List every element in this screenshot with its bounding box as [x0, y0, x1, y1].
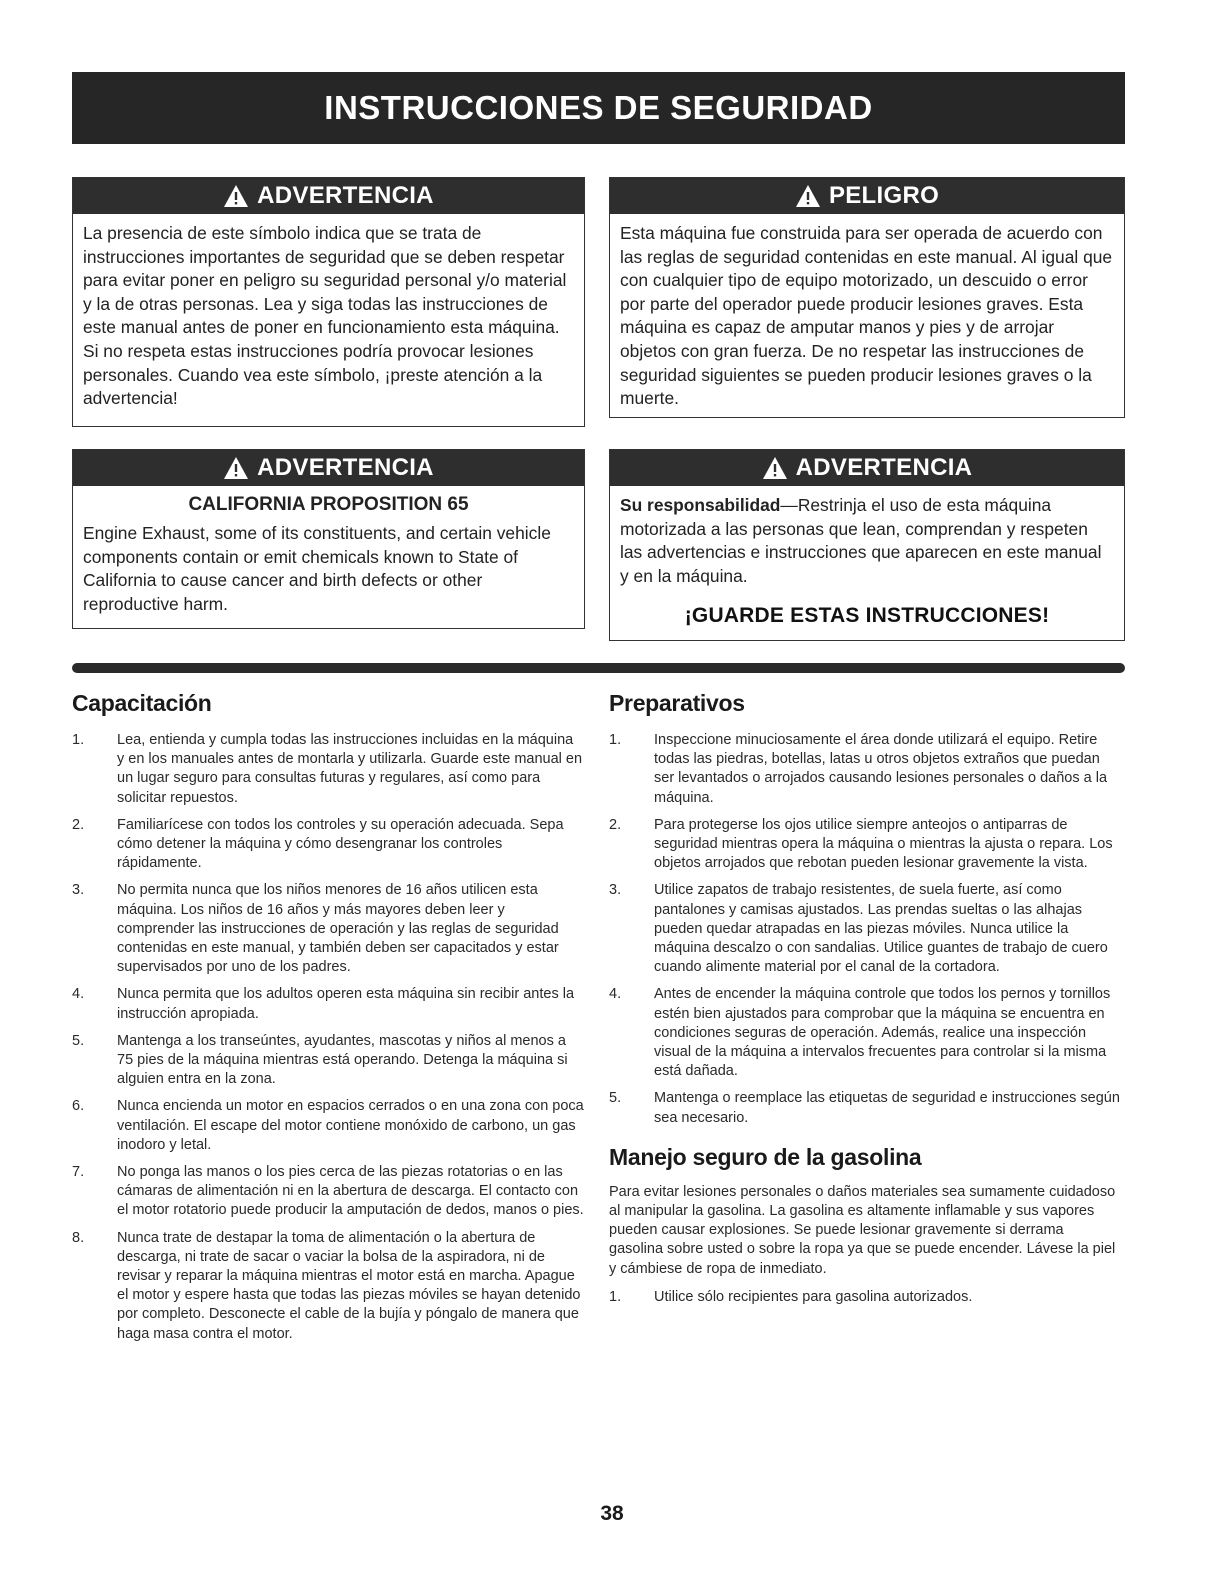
list-item — [72, 1032, 584, 1090]
warning-triangle-icon — [223, 456, 249, 480]
danger-box-header — [610, 178, 1124, 214]
responsibility-body: —Restrinja el uso de esta máquina motorizada a las personas que lean, comprendan y respeten las advertencias e instrucciones que aparecen en este manual y en la máquina. — [620, 495, 1102, 586]
responsibility-box-title: ADVERTENCIA — [795, 454, 973, 481]
warning-box-symbol — [72, 177, 585, 427]
item-text: Familiarícese con todos los controles y su operación adecuada. Sepa cómo detener la máquina y cómo desengranar los controles rápidamente. — [117, 816, 564, 872]
item-text: Nunca trate de destapar la toma de alimentación o la abertura de descarga, ni trate de sacar o vaciar la bolsa de la aspiradora, ni de revisar y reparar la máquina mientras el motor está en marcha. Apague el motor y espere hasta que todas las piezas móviles se hayan detenido por completo. Desconecte el cable de la bujía y póngalo de manera que haga masa contra el motor. — [117, 1229, 581, 1342]
item-text: Para protegerse los ojos utilice siempre anteojos o antiparras de seguridad mientras opera la máquina o mientras la ajusta o repara. Los objetos arrojados que rebotan pueden lesionar gravemente la vista. — [654, 816, 1113, 872]
warning-triangle-icon — [762, 456, 788, 480]
item-number: 3. — [609, 882, 622, 899]
list-item — [609, 1089, 1121, 1127]
list-item — [609, 985, 1121, 1081]
item-number: 2. — [609, 816, 622, 833]
item-text: Inspeccione minuciosamente el área donde utilizará el equipo. Retire todas las piedras, botellas, latas u otros objetos extraños que puedan ser levantados o arrojados causando lesiones personales o daños a la máquina. — [654, 732, 1108, 806]
page-number: 38 — [600, 1502, 624, 1525]
responsibility-box-header — [610, 450, 1124, 486]
item-text: Mantenga o reemplace las etiquetas de seguridad e instrucciones según sea necesario. — [654, 1090, 1120, 1126]
warning-box-text: La presencia de este símbolo indica que se trata de instrucciones importantes de seguridad que se deben respetar para evitar poner en peligro su seguridad personal y/o material y la de otras personas. Lea y siga todas las instrucciones de este manual antes de poner en funcionamiento esta máquina. Si no respeta estas instrucciones podría provocar lesiones personales. Cuando vea este símbolo, ¡preste atención a la advertencia! — [83, 223, 567, 409]
list-item — [72, 1097, 584, 1155]
warning-box-responsibility — [609, 449, 1125, 641]
item-text: No permita nunca que los niños menores de 16 años utilicen esta máquina. Los niños de 16 años y más mayores deben leer y comprender las instrucciones de operación y las reglas de seguridad contenidas en este manual, y también deben ser capacitados y estar supervisados por uno de los padres. — [117, 882, 559, 976]
item-text: Nunca permita que los adultos operen esta máquina sin recibir antes la instrucción apropiada. — [117, 986, 575, 1022]
item-number: 1. — [72, 732, 85, 748]
item-number: 7. — [72, 1164, 85, 1181]
list-item — [609, 816, 1121, 874]
item-number: 6. — [72, 1098, 85, 1115]
save-instructions-note: ¡GUARDE ESTAS INSTRUCCIONES! — [684, 604, 1050, 628]
item-number: 5. — [609, 1090, 622, 1107]
preparation-heading: Preparativos — [609, 690, 745, 716]
training-list — [72, 731, 584, 1344]
gasoline-heading: Manejo seguro de la gasolina — [609, 1143, 922, 1170]
item-text: No ponga las manos o los pies cerca de las piezas rotatorias o en las cámaras de alimentación ni en la abertura de descarga. El contacto con el motor rotatorio puede producir la amputación de dedos, manos o pies. — [117, 1164, 584, 1219]
item-text: Antes de encender la máquina controle que todos los pernos y tornillos estén bien ajustados para comprobar que la máquina se encuentra en condiciones seguras de operación. Además, realice una inspección visual de la máquina a intervalos frecuentes para controlar si la misma está dañada. — [654, 986, 1111, 1080]
danger-box-text: Esta máquina fue construida para ser operada de acuerdo con las reglas de seguridad contenidas en este manual. Al igual que con cualquier tipo de equipo motorizado, un descuido o error por parte del operador puede producir lesiones graves. Esta máquina es capaz de amputar manos y pies y de arrojar objetos con gran fuerza. De no respetar las instrucciones de seguridad siguientes se pueden producir lesiones graves o la muerte. — [620, 223, 1113, 409]
item-text: Utilice zapatos de trabajo resistentes, de suela fuerte, así como pantalones y camisas ajustados. Las prendas sueltas o las alhajas pueden quedar atrapadas en las piezas móviles. Nunca utilice la máquina descalzo o con sandalias. Utilice guantes de trabajo de cuero cuando alimente material por el canal de la cortadora. — [654, 882, 1108, 976]
training-heading: Capacitación — [72, 690, 212, 716]
item-text: Utilice sólo recipientes para gasolina autorizados. — [654, 1288, 973, 1305]
gasoline-list — [609, 1288, 1121, 1307]
warning-box-header — [73, 178, 584, 214]
warning-triangle-icon — [223, 184, 249, 208]
list-item — [72, 1229, 584, 1344]
danger-box — [609, 177, 1125, 418]
list-item — [72, 731, 584, 808]
warning-box-prop65 — [72, 449, 585, 629]
preparation-list — [609, 731, 1121, 1128]
prop65-box-header — [73, 450, 584, 486]
item-number: 4. — [609, 986, 622, 1003]
prop65-box-title: ADVERTENCIA — [257, 454, 434, 481]
section-divider — [72, 663, 1125, 673]
item-number: 5. — [72, 1032, 85, 1049]
item-number: 1. — [609, 1288, 622, 1305]
list-item — [609, 1288, 1121, 1307]
preparation-section — [609, 690, 1121, 1315]
item-text: Nunca encienda un motor en espacios cerrados o en una zona con poca ventilación. El escape del motor contiene monóxido de carbono, un gas inodoro y letal. — [117, 1098, 584, 1153]
banner-title: INSTRUCCIONES DE SEGURIDAD — [324, 89, 873, 126]
list-item — [609, 881, 1121, 977]
warning-box-title: ADVERTENCIA — [257, 182, 434, 209]
responsibility-lead: Su responsabilidad — [620, 495, 781, 515]
training-section — [72, 690, 584, 1352]
page-banner — [72, 72, 1125, 144]
list-item — [72, 881, 584, 977]
danger-box-title: PELIGRO — [828, 182, 940, 209]
prop65-text: Engine Exhaust, some of its constituents, and certain vehicle components contain or emit chemicals known to State of California to cause cancer and birth defects or other reproductive harm. — [83, 523, 551, 614]
warning-triangle-icon — [795, 184, 821, 208]
list-item — [72, 1163, 584, 1221]
item-number: 4. — [72, 986, 85, 1003]
prop65-subtitle: CALIFORNIA PROPOSITION 65 — [188, 494, 469, 515]
item-number: 3. — [72, 882, 85, 899]
item-text: Lea, entienda y cumpla todas las instrucciones incluidas en la máquina y en los manuales antes de montarla y utilizarla. Guarde este manual en un lugar seguro para consultas futuras y regulares, así como para solicitar repuestos. — [117, 732, 583, 806]
list-item — [609, 731, 1121, 808]
gasoline-intro: Para evitar lesiones personales o daños materiales sea sumamente cuidadoso al manipular la gasolina. La gasolina es altamente inflamable y sus vapores pueden causar explosiones. Se puede lesionar gravemente si derrama gasolina sobre usted o sobre la ropa ya que se puede encender. Lávese la piel y cámbiese de ropa de inmediato. — [609, 1183, 1116, 1277]
list-item — [72, 816, 584, 874]
item-number: 1. — [609, 732, 622, 748]
item-number: 2. — [72, 816, 85, 833]
responsibility-text — [610, 486, 1124, 588]
item-number: 8. — [72, 1229, 85, 1246]
list-item — [72, 985, 584, 1023]
item-text: Mantenga a los transeúntes, ayudantes, mascotas y niños al menos a 75 pies de la máquina mientras está operando. Detenga la máquina si alguien entra en la zona. — [117, 1032, 568, 1088]
